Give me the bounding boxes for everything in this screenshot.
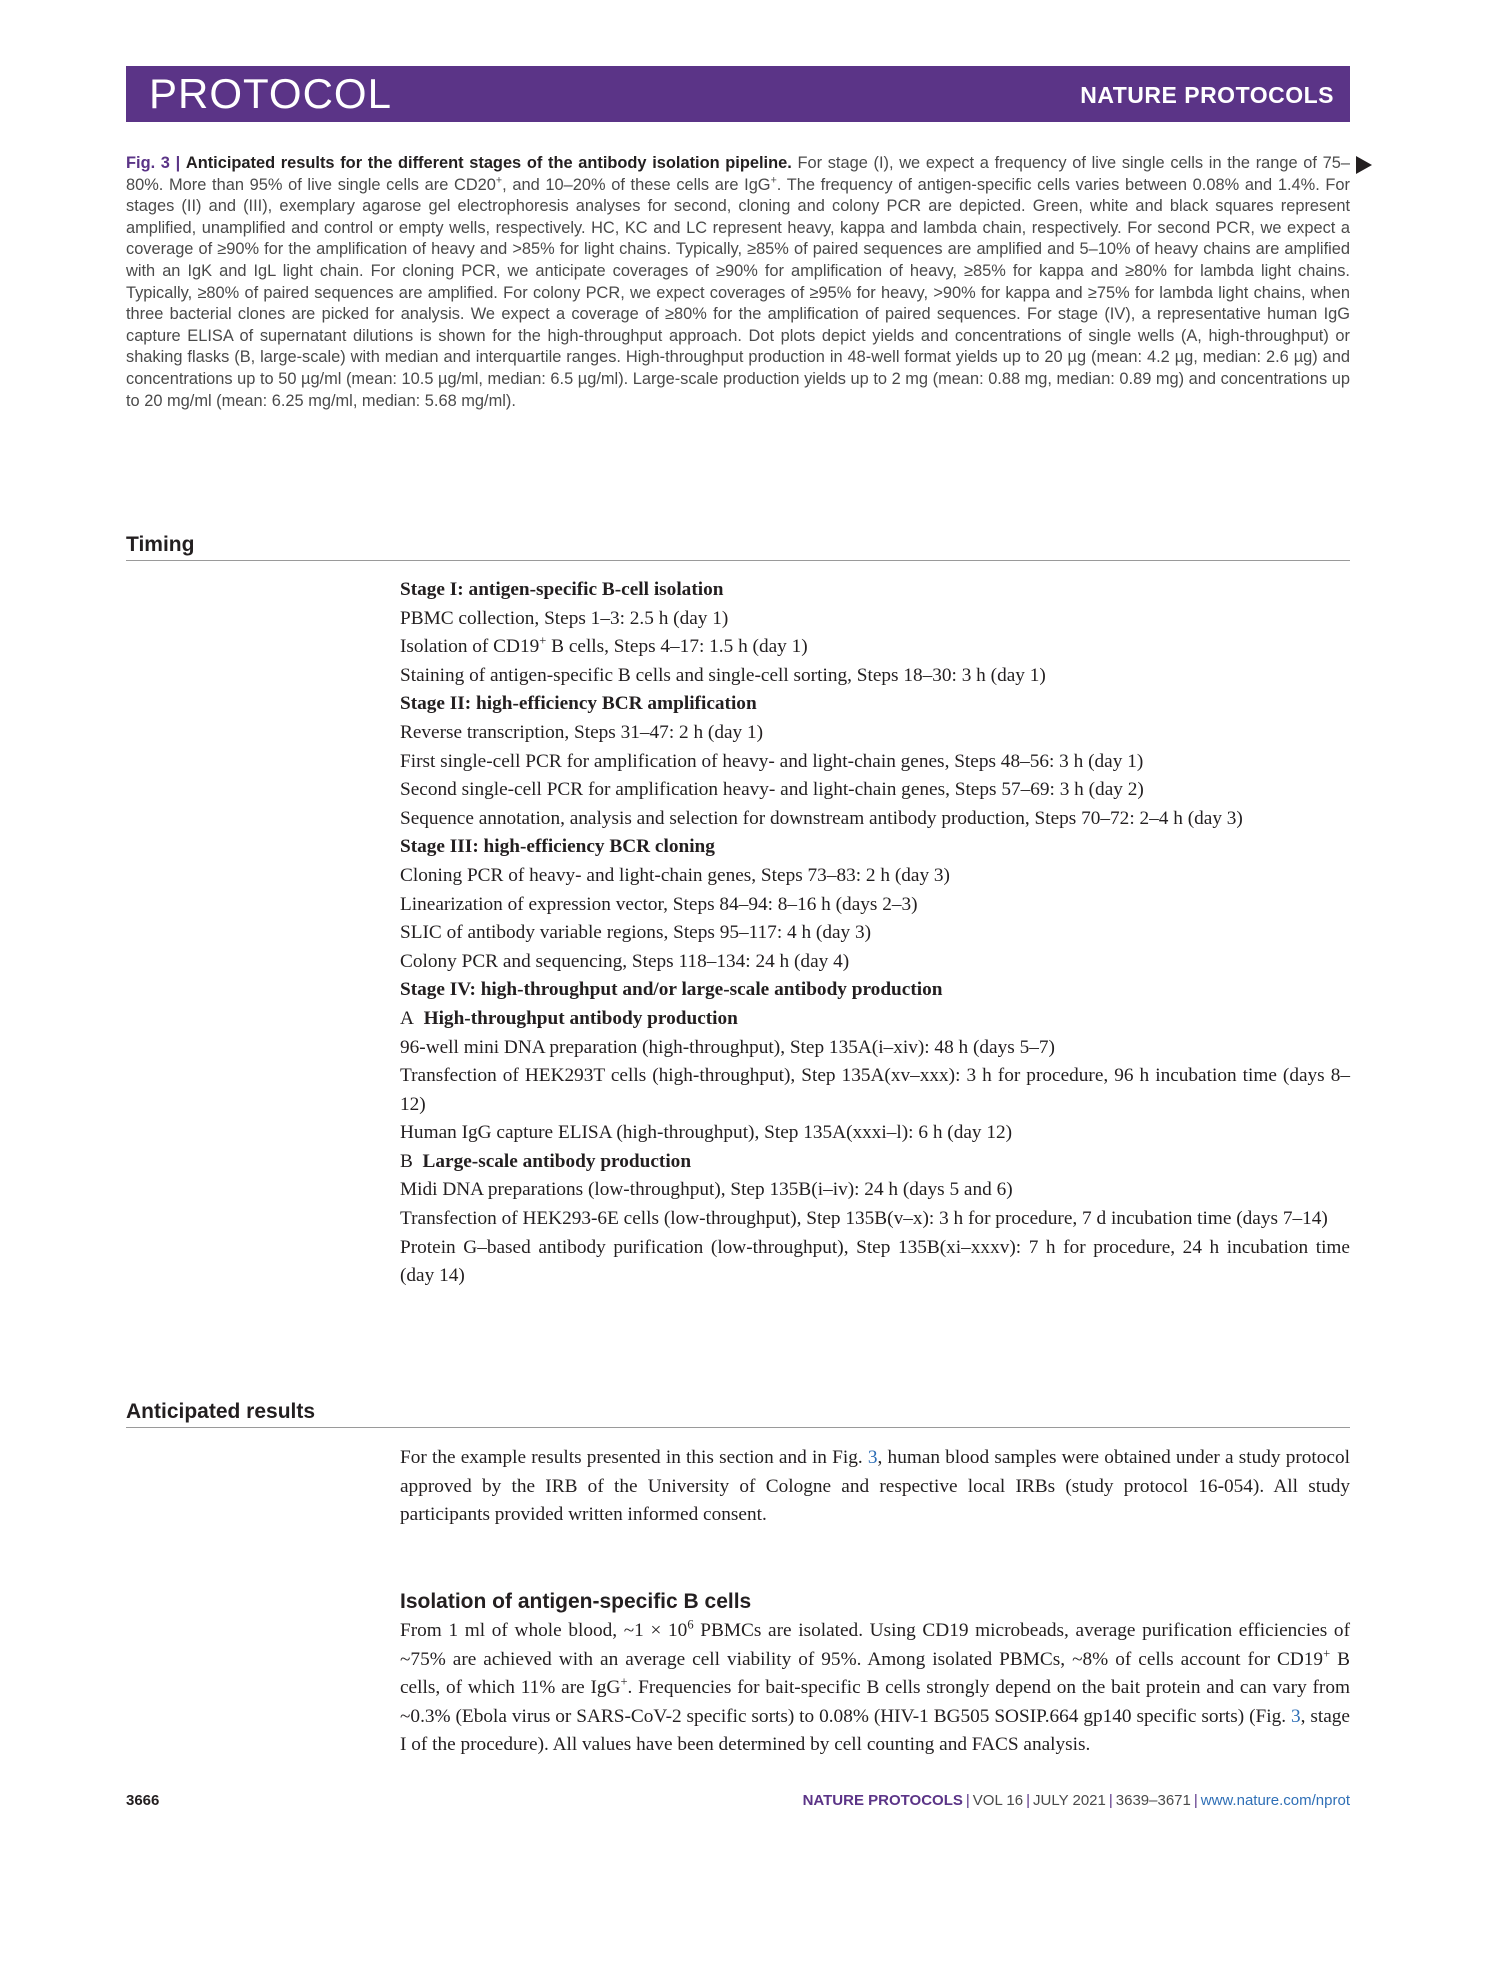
caption-text: For stage (I), we expect a frequency of live single cells in the range of 75–80%. More than 95% of live single cells are CD20 — [126, 154, 1350, 194]
timing-item: PBMC collection, Steps 1–3: 2.5 h (day 1) — [400, 607, 729, 629]
footer-citation — [803, 1792, 1350, 1809]
superscript: + — [1323, 1646, 1331, 1661]
timing-item: First single-cell PCR for amplification of heavy- and light-chain genes, Steps 48–56: 3 h (day 1) — [400, 750, 1144, 772]
anticipated-results-paragraph — [400, 1444, 1350, 1530]
isolation-subheading: Isolation of antigen-specific B cells — [400, 1590, 752, 1613]
timing-heading: Timing — [126, 532, 1350, 561]
substage-letter: A — [400, 1007, 414, 1029]
timing-item: Colony PCR and sequencing, Steps 118–134: 24 h (day 4) — [400, 950, 850, 972]
stage-title: Stage II: high-efficiency BCR amplification — [400, 693, 757, 715]
separator: | — [1108, 1792, 1113, 1809]
separator: | — [1193, 1792, 1198, 1809]
timing-item: Staining of antigen-specific B cells and single-cell sorting, Steps 18–30: 3 h (day 1) — [400, 664, 1046, 686]
caption-text: , and 10–20% of these cells are IgG — [502, 175, 771, 194]
paragraph-text: For the example results presented in this section and in Fig. — [400, 1447, 868, 1468]
timing-item: Transfection of HEK293T cells (high-throughput), Step 135A(xv–xxx): 3 h for procedure, 96 h incubation time (days 8–12) — [400, 1065, 1350, 1115]
stage-title: Stage I: antigen-specific B-cell isolation — [400, 579, 724, 600]
play-arrow-icon[interactable] — [1356, 156, 1372, 174]
timing-item: Human IgG capture ELISA (high-throughput), Step 135A(xxxi–l): 6 h (day 12) — [400, 1122, 1013, 1144]
paragraph-text: B cells, of which 11% are IgG — [400, 1648, 1350, 1699]
substage-heading — [400, 1005, 1350, 1034]
header-bar — [126, 66, 1350, 122]
footer-date: JULY 2021 — [1033, 1792, 1106, 1809]
timing-item: SLIC of antibody variable regions, Steps 95–117: 4 h (day 3) — [400, 922, 872, 944]
isolation-paragraph — [400, 1617, 1350, 1760]
anticipated-results-heading: Anticipated results — [126, 1399, 1350, 1428]
substage-letter: B — [400, 1150, 413, 1172]
timing-item: 96-well mini DNA preparation (high-throughput), Step 135A(i–xiv): 48 h (days 5–7) — [400, 1036, 1055, 1058]
footer-journal: NATURE PROTOCOLS — [802, 1792, 963, 1809]
timing-text: Isolation of CD19 — [400, 636, 540, 658]
separator: | — [1026, 1792, 1031, 1809]
timing-item — [400, 633, 1350, 662]
superscript: + — [620, 1674, 628, 1689]
paragraph-text: PBMCs are isolated. Using CD19 microbeads, average purification efficiencies of ~75% are achieved with an average cell viability of 95%. Among isolated PBMCs, ~8% of cells account for CD19 — [400, 1620, 1350, 1670]
substage-heading — [400, 1148, 1350, 1177]
timing-item: Protein G–based antibody purification (low-throughput), Step 135B(xi–xxxv): 7 h for procedure, 24 h incubation time (day 14) — [400, 1236, 1350, 1287]
stage-title: Stage IV: high-throughput and/or large-scale antibody production — [400, 979, 943, 1001]
timing-item: Reverse transcription, Steps 31–47: 2 h (day 1) — [400, 721, 764, 743]
caption-text: . The frequency of antigen-specific cells varies between 0.08% and 1.4%. For stages (II) and (III), exemplary agarose gel electrophoresis analyses for second, cloning and colony PCR are depicted. Green, white and black squares represent amplified, unamplified and control or empty wells, respectively. HC, KC and LC represent heavy, kappa and lambda chain, respectively. For second PCR, we expect a coverage of ≥90% for the amplification of heavy and >85% for light chains. Typically, ≥85% of paired sequences are amplified and 5–10% of heavy chains are amplified with an IgK and IgL light chain. For cloning PCR, we anticipate coverages of ≥90% for amplification of heavy, ≥85% for kappa and ≥80% for lambda light chains. Typically, ≥80% of paired sequences are amplified. For colony PCR, we expect coverages of ≥95% for heavy, >90% for kappa and ≥75% for lambda light chains, when three bacterial clones are picked for analysis. We expect a coverage of ≥80% for the amplification of paired sequences. For stage (IV), a representative human IgG capture ELISA of supernatant dilutions is shown for the high-throughput approach. Dot plots depict yields and concentrations of single wells (A, high-throughput) or shaking flasks (B, large-scale) with median and interquartile ranges. High-throughput production in 48-well format yields up to 20 µg (mean: 4.2 µg, median: 2.6 µg) and concentrations up to 50 µg/ml (mean: 10.5 µg/ml, median: 6.5 µg/ml). Large-scale production yields up to 2 mg (mean: 0.88 mg, median: 0.89 mg) and concentrations up to 20 mg/ml (mean: 6.25 mg/ml, median: 5.68 mg/ml). — [126, 175, 1351, 410]
substage-title: High-throughput antibody production — [423, 1007, 738, 1029]
timing-item: Sequence annotation, analysis and selection for downstream antibody production, Steps 70–72: 2–4 h (day 3) — [400, 807, 1243, 829]
separator: | — [965, 1792, 970, 1809]
paragraph-text: From 1 ml of whole blood, ~1 × 10 — [400, 1620, 688, 1641]
superscript: + — [539, 633, 547, 648]
timing-item: Cloning PCR of heavy- and light-chain genes, Steps 73–83: 2 h (day 3) — [400, 864, 950, 886]
figure-link[interactable]: 3 — [867, 1447, 878, 1468]
timing-item: Midi DNA preparations (low-throughput), Step 135B(i–iv): 24 h (days 5 and 6) — [400, 1179, 1013, 1201]
substage-title: Large-scale antibody production — [422, 1150, 692, 1172]
page-number: 3666 — [126, 1792, 160, 1809]
timing-text: B cells, Steps 4–17: 1.5 h (day 1) — [546, 636, 808, 658]
paragraph-text: , stage I of the procedure). All values have been determined by cell counting and FACS analysis. — [400, 1705, 1350, 1756]
figure-caption — [126, 153, 1350, 412]
footer-url-link[interactable]: www.nature.com/nprot — [1200, 1792, 1350, 1809]
timing-list — [400, 576, 1350, 1291]
footer-pages: 3639–3671 — [1115, 1792, 1191, 1809]
timing-item: Second single-cell PCR for amplification heavy- and light-chain genes, Steps 57–69: 3 h (day 2) — [400, 779, 1144, 801]
superscript: + — [495, 174, 503, 187]
figure-title: Anticipated results for the different stages of the antibody isolation pipeline. — [185, 154, 792, 172]
footer-volume: VOL 16 — [972, 1792, 1024, 1809]
figure-link[interactable]: 3 — [1291, 1705, 1301, 1727]
paragraph-text: , human blood samples were obtained under a study protocol approved by the IRB of the University of Cologne and respective local IRBs (study protocol 16-054). All study participants provided written informed consent. — [400, 1447, 1350, 1526]
figure-label: Fig. 3 | — [126, 154, 181, 172]
paragraph-text: . Frequencies for bait-specific B cells strongly depend on the bait protein and can vary from ~0.3% (Ebola virus or SARS-CoV-2 specific sorts) to 0.08% (HIV-1 BG505 SOSIP.664 gp140 specific sorts) (Fig. — [400, 1677, 1350, 1727]
stage-title: Stage III: high-efficiency BCR cloning — [400, 836, 715, 858]
journal-name-header: NATURE PROTOCOLS — [1080, 82, 1334, 108]
timing-item: Transfection of HEK293-6E cells (low-throughput), Step 135B(v–x): 3 h for procedure, 7 d incubation time (days 7–14) — [400, 1208, 1328, 1230]
superscript: + — [770, 174, 777, 187]
superscript: 6 — [687, 1617, 694, 1632]
timing-item: Linearization of expression vector, Steps 84–94: 8–16 h (days 2–3) — [400, 893, 918, 915]
section-type-label: PROTOCOL — [149, 70, 392, 117]
